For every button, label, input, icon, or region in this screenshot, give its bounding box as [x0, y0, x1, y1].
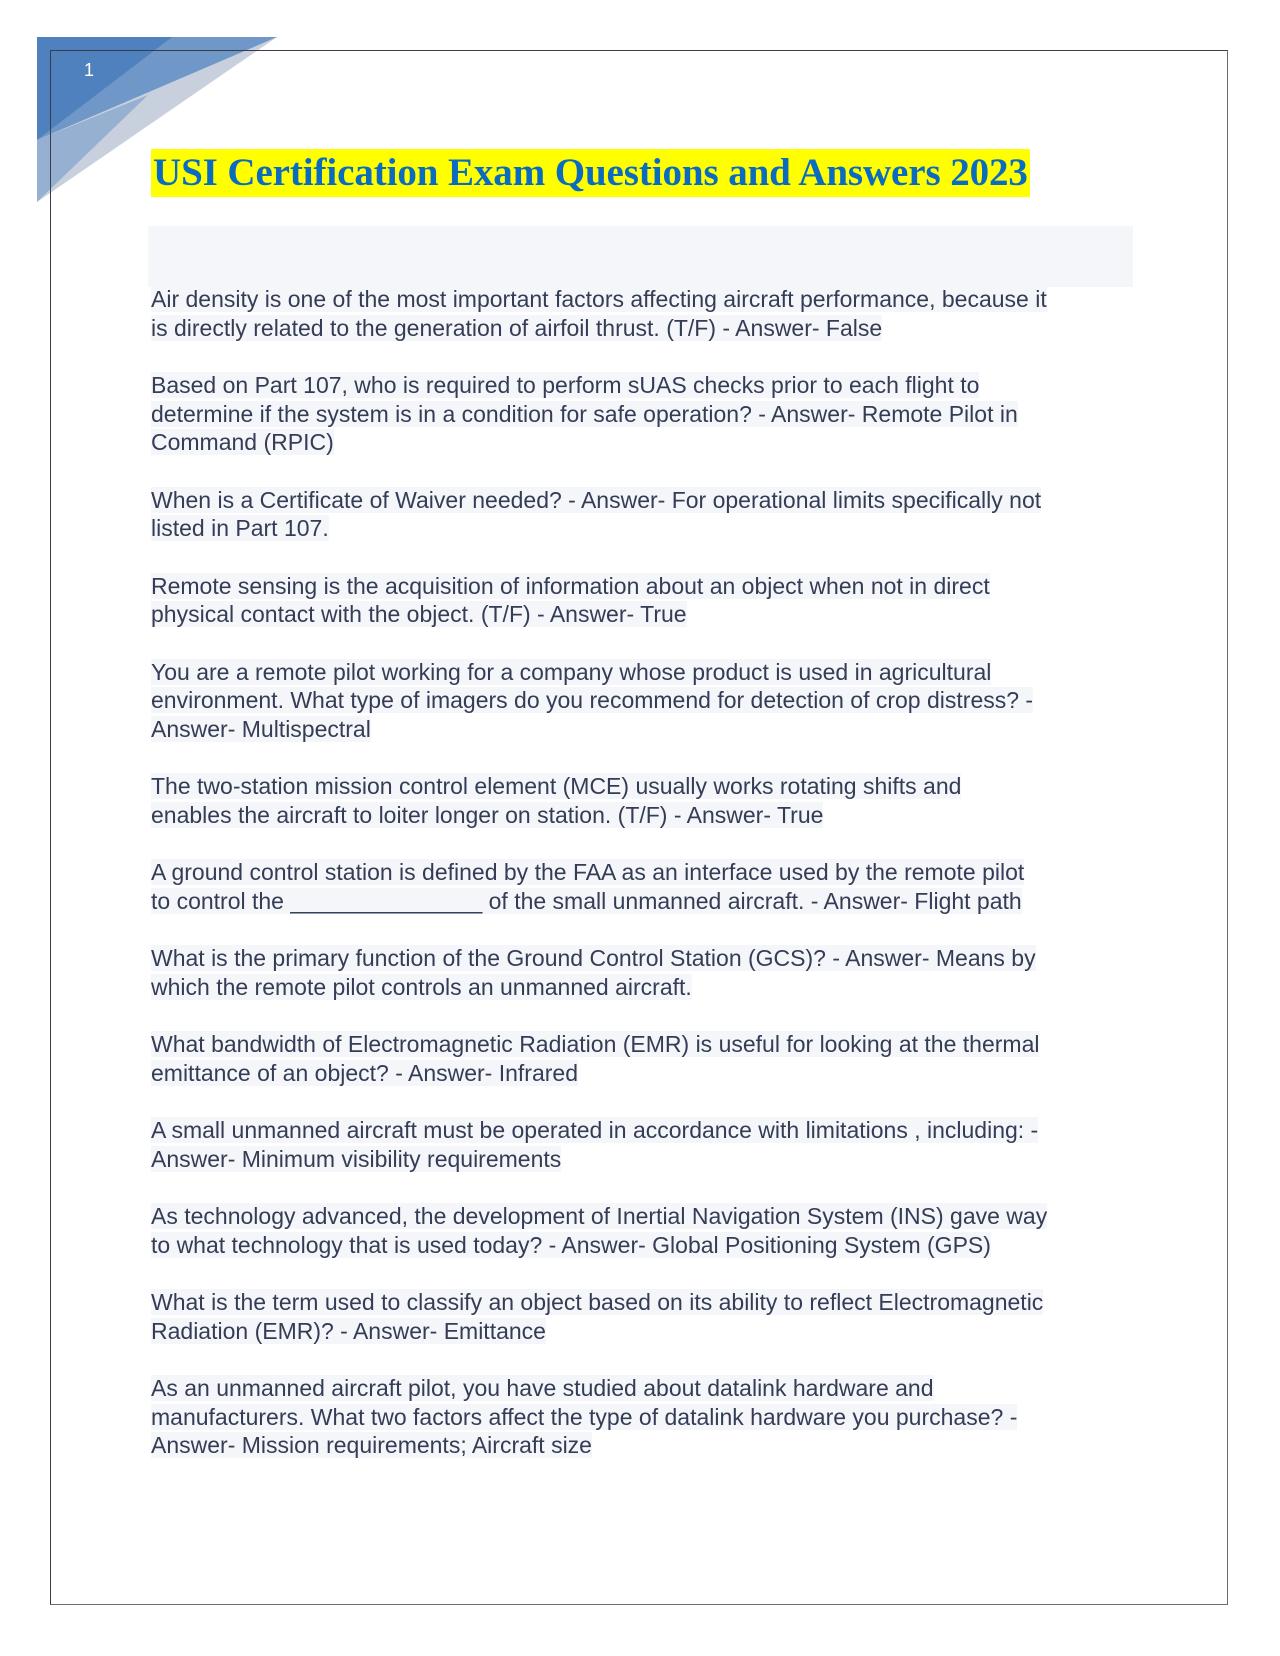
qa-line: Answer- Minimum visibility requirements — [151, 1145, 562, 1172]
qa-line: A ground control station is defined by the FAA as an interface used by the remote pilot — [151, 859, 1025, 885]
qa-line: Air density is one of the most important factors affecting aircraft performance, because it — [151, 286, 1047, 312]
qa-line: What is the primary function of the Ground Control Station (GCS)? - Answer- Means by — [151, 945, 1036, 971]
qa-item — [151, 1374, 1141, 1460]
qa-line: to control the _______________ of the small unmanned aircraft. - Answer- Flight path — [151, 887, 1022, 914]
qa-line: physical contact with the object. (T/F) - Answer- True — [151, 601, 687, 627]
qa-line: Answer- Multispectral — [151, 715, 371, 742]
qa-item — [151, 1116, 1141, 1173]
qa-line: What bandwidth of Electromagnetic Radiation (EMR) is useful for looking at the thermal — [151, 1031, 1040, 1057]
qa-line: What is the term used to classify an object based on its ability to reflect Electromagnetic — [151, 1289, 1044, 1315]
qa-line: Command (RPIC) — [151, 429, 334, 455]
qa-line: emittance of an object? - Answer- Infrared — [151, 1059, 578, 1086]
qa-item — [151, 658, 1141, 744]
qa-line: The two-station mission control element (MCE) usually works rotating shifts and — [151, 773, 962, 799]
qa-item — [151, 1202, 1141, 1259]
qa-line: determine if the system is in a condition for safe operation? - Answer- Remote Pilot in — [151, 400, 1018, 427]
qa-item — [151, 944, 1141, 1001]
qa-line: A small unmanned aircraft must be operated in accordance with limitations , including: - — [151, 1117, 1039, 1143]
qa-line: You are a remote pilot working for a company whose product is used in agricultural — [151, 658, 992, 685]
qa-item — [151, 371, 1141, 457]
qa-line: Answer- Mission requirements; Aircraft size — [151, 1432, 592, 1458]
qa-line: is directly related to the generation of airfoil thrust. (T/F) - Answer- False — [151, 314, 883, 341]
blank-highlight-block — [148, 226, 1133, 287]
page-number: 1 — [84, 60, 95, 80]
qa-line: environment. What type of imagers do you recommend for detection of crop distress? - — [151, 687, 1034, 713]
qa-line: manufacturers. What two factors affect the type of datalink hardware you purchase? - — [151, 1403, 1018, 1430]
qa-line: listed in Part 107. — [151, 515, 329, 541]
qa-item — [151, 772, 1141, 829]
document-title: USI Certification Exam Questions and Answers 2023 — [151, 149, 1030, 197]
qa-line: which the remote pilot controls an unmanned aircraft. — [151, 973, 692, 1000]
qa-item — [151, 1030, 1141, 1087]
qa-line: As technology advanced, the development of Inertial Navigation System (INS) gave way — [151, 1203, 1048, 1229]
qa-line: As an unmanned aircraft pilot, you have studied about datalink hardware and — [151, 1375, 934, 1401]
qa-line: enables the aircraft to loiter longer on station. (T/F) - Answer- True — [151, 801, 824, 828]
qa-item — [151, 486, 1141, 543]
qa-line: Remote sensing is the acquisition of information about an object when not in direct — [151, 572, 990, 599]
qa-item — [151, 285, 1141, 342]
qa-line: Based on Part 107, who is required to perform sUAS checks prior to each flight to — [151, 372, 980, 398]
qa-item — [151, 858, 1141, 915]
qa-line: When is a Certificate of Waiver needed? - Answer- For operational limits specifically not — [151, 486, 1042, 513]
qa-list — [151, 285, 1141, 1489]
qa-line: Radiation (EMR)? - Answer- Emittance — [151, 1317, 546, 1344]
qa-item — [151, 1288, 1141, 1345]
qa-item — [151, 572, 1141, 629]
qa-line: to what technology that is used today? - Answer- Global Positioning System (GPS) — [151, 1231, 991, 1258]
